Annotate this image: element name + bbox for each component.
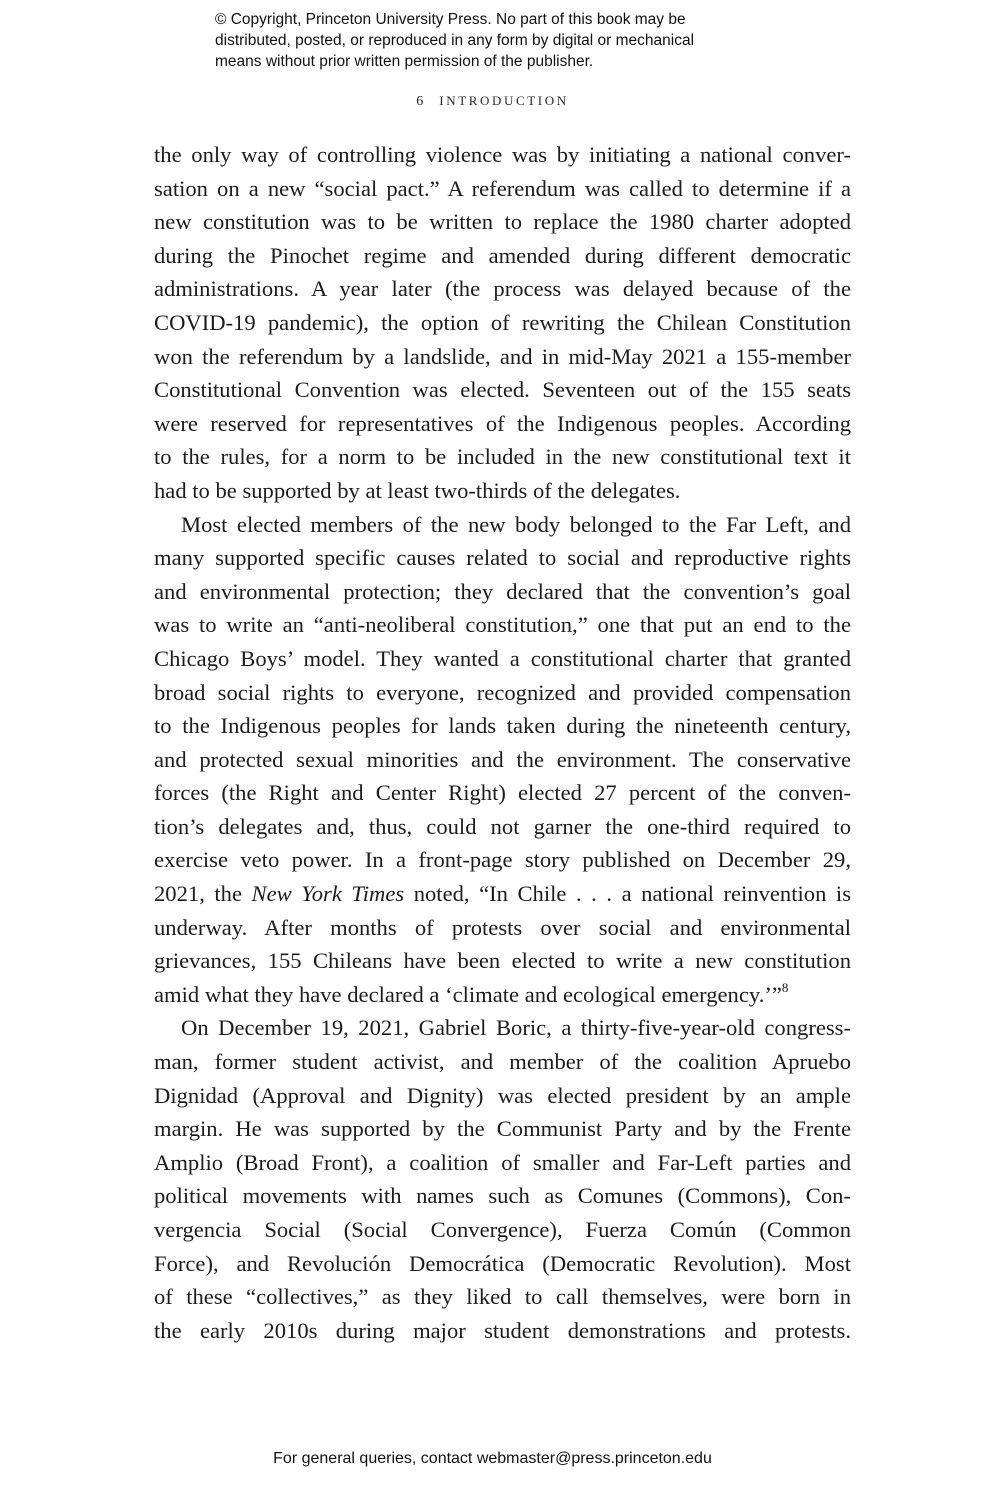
text-line: Amplio (Broad Front), a coalition of smaller and Far-Left parties and	[154, 1149, 851, 1175]
text-line: Chicago Boys’ model. They wanted a constitutional charter that granted	[154, 645, 851, 671]
text-line: the only way of controlling violence was by initiating a national conver-	[154, 142, 851, 167]
paragraph	[154, 1011, 851, 1347]
text-line: margin. He was supported by the Communist Party and by the Frente	[154, 1116, 851, 1142]
text-line: administrations. A year later (the process was delayed because of the	[154, 276, 851, 302]
text-line: many supported specific causes related to social and reproductive rights	[154, 545, 851, 571]
text-line: broad social rights to everyone, recognized and provided compensation	[154, 679, 851, 705]
text-line: On December 19, 2021, Gabriel Boric, a thirty-five-year-old congress-	[181, 1015, 851, 1041]
copyright-notice	[215, 9, 835, 72]
text-line: were reserved for representatives of the Indigenous peoples. According	[154, 410, 851, 436]
paragraph	[154, 508, 851, 1012]
text-line: Constitutional Convention was elected. Seventeen out of the 155 seats	[154, 377, 851, 403]
italic-publication-title: New York Times	[251, 881, 405, 907]
text-line: forces (the Right and Center Right) elected 27 percent of the conven-	[154, 780, 851, 806]
text-line: man, former student activist, and member of the coalition Apruebo	[154, 1049, 851, 1075]
footer-contact: For general queries, contact webmaster@press.princeton.edu	[273, 1450, 712, 1467]
copyright-line: © Copyright, Princeton University Press. No part of this book may be	[215, 11, 686, 28]
page-number: 6	[416, 94, 424, 109]
paragraph	[154, 138, 851, 508]
text-line: sation on a new “social pact.” A referendum was called to determine if a	[154, 175, 851, 201]
text-line: to the rules, for a norm to be included in the new constitutional text it	[154, 444, 851, 470]
text-line: during the Pinochet regime and amended during different democratic	[154, 242, 851, 268]
text-line-with-footnote	[154, 978, 851, 1012]
text-line: and environmental protection; they declared that the convention’s goal	[154, 578, 851, 604]
body-text	[154, 138, 851, 1347]
footnote-reference[interactable]: 8	[781, 980, 789, 996]
running-head	[0, 93, 985, 110]
text-line: COVID-19 pandemic), the option of rewriting the Chilean Constitution	[154, 309, 851, 335]
text-line-with-italic: 2021, the New York Times noted, “In Chile . . . a national reinvention is	[154, 881, 851, 907]
text-line: the early 2010s during major student demonstrations and protests.	[154, 1317, 851, 1343]
text-line: was to write an “anti-neoliberal constitution,” one that put an end to the	[154, 612, 851, 638]
text-line: new constitution was to be written to replace the 1980 charter adopted	[154, 209, 851, 235]
text-line: Dignidad (Approval and Dignity) was elected president by an ample	[154, 1082, 851, 1108]
text-line: and protected sexual minorities and the environment. The conservative	[154, 746, 851, 772]
text-line: grievances, 155 Chileans have been elected to write a new constitution	[154, 948, 851, 974]
copyright-line: means without prior written permission of the publisher.	[215, 53, 594, 70]
chapter-title: INTRODUCTION	[439, 93, 569, 108]
text-line: had to be supported by at least two-thirds of the delegates.	[154, 477, 681, 503]
text-line: Force), and Revolución Democrática (Democratic Revolution). Most	[154, 1250, 851, 1276]
text-line: underway. After months of protests over social and environmental	[154, 914, 851, 940]
text-line: won the referendum by a landslide, and in mid-May 2021 a 155-member	[154, 343, 851, 369]
text-line-content: amid what they have declared a ‘climate and ecological emergency.’”	[154, 981, 782, 1007]
text-line: Most elected members of the new body belonged to the Far Left, and	[181, 511, 851, 537]
text-line: political movements with names such as Comunes (Commons), Con-	[154, 1183, 851, 1209]
text-line: to the Indigenous peoples for lands taken during the nineteenth century,	[154, 713, 851, 739]
text-line: of these “collectives,” as they liked to call themselves, were born in	[154, 1284, 851, 1310]
copyright-line: distributed, posted, or reproduced in any form by digital or mechanical	[215, 32, 695, 49]
text-line: exercise veto power. In a front-page story published on December 29,	[154, 847, 851, 873]
text-line: tion’s delegates and, thus, could not garner the one-third required to	[154, 813, 851, 839]
text-line: vergencia Social (Social Convergence), Fuerza Común (Common	[154, 1217, 851, 1242]
